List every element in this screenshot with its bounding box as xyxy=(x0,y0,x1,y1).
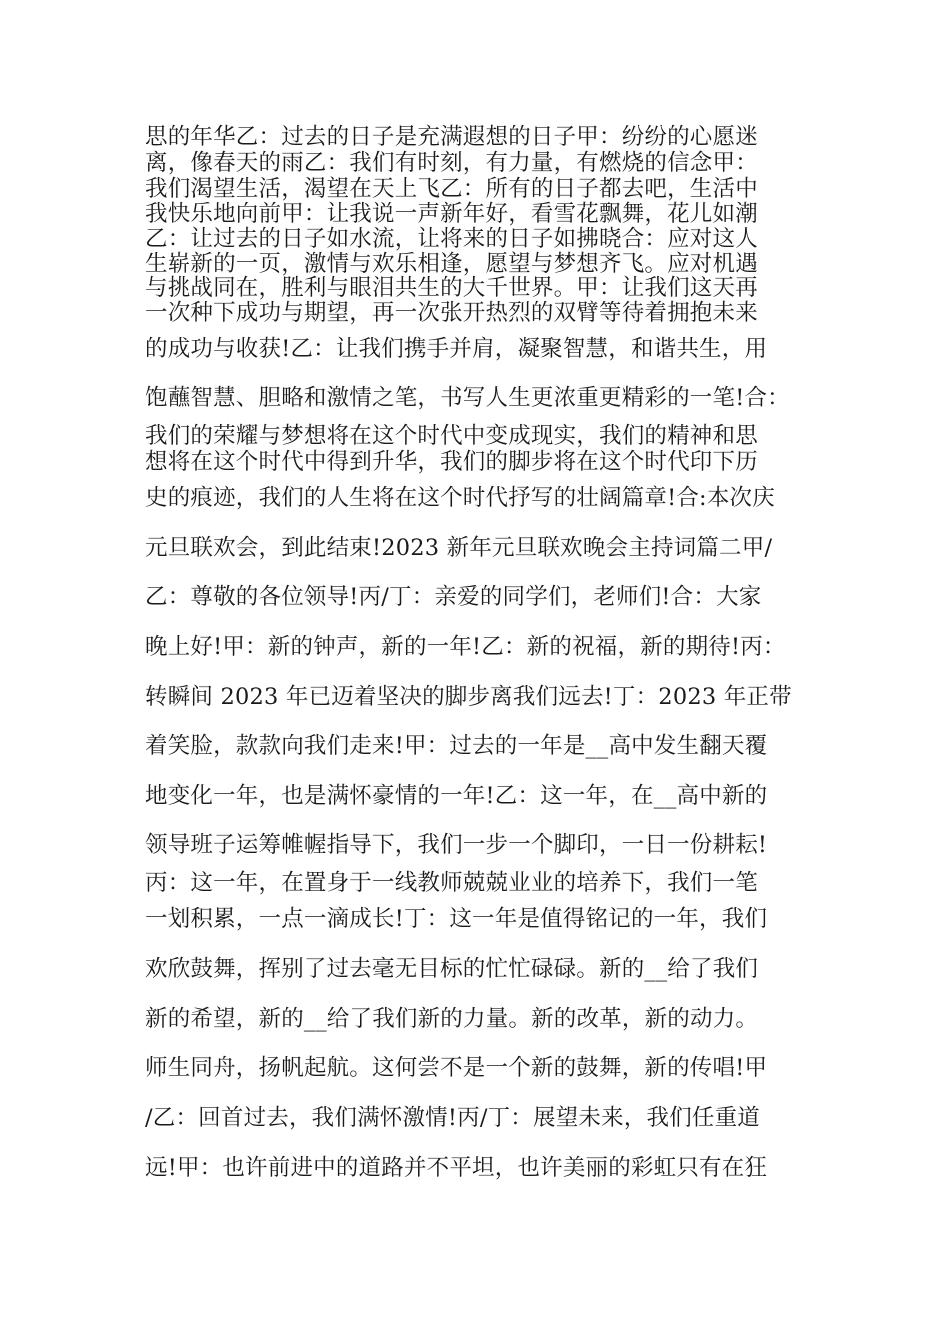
text-line: 生崭新的一页，激情与欢乐相逢，愿望与梦想齐飞。应对机遇 xyxy=(145,251,758,277)
text-line: 乙：尊敬的各位领导!丙/丁：亲爱的同学们，老师们!合：大家 xyxy=(145,584,762,610)
text-line: 欢欣鼓舞，挥别了过去毫无目标的忙忙碌碌。新的__给了我们 xyxy=(145,956,759,982)
text-line: 离，像春天的雨乙：我们有时刻，有力量，有燃烧的信念甲： xyxy=(145,150,758,176)
text-line: 丙：这一年，在置身于一线教师兢兢业业的培养下，我们一笔 xyxy=(145,870,758,896)
text-line: 领导班子运筹帷幄指导下，我们一步一个脚印，一日一份耕耘! xyxy=(145,832,768,858)
text-line: 乙：让过去的日子如水流，让将来的日子如拂晓合：应对这人 xyxy=(145,226,758,252)
text-line: 饱蘸智慧、胆略和激情之笔，书写人生更浓重更精彩的一笔!合： xyxy=(145,385,790,411)
text-line: 转瞬间 2023 年已迈着坚决的脚步离我们远去!丁：2023 年正带 xyxy=(145,684,792,710)
text-line: 想将在这个时代中得到升华，我们的脚步将在这个时代印下历 xyxy=(145,449,758,475)
text-line: /乙：回首过去，我们满怀激情!丙/丁：展望未来，我们任重道 xyxy=(145,1105,761,1131)
text-line: 的成功与收获!乙：让我们携手并肩，凝聚智慧，和谐共生，用 xyxy=(145,336,768,362)
text-line: 晚上好!甲：新的钟声，新的一年!乙：新的祝福，新的期待!丙： xyxy=(145,634,786,660)
text-line: 一划积累，一点一滴成长!丁：这一年是值得铭记的一年，我们 xyxy=(145,906,768,932)
text-line: 与挑战同在，胜利与眼泪共生的大千世界。甲：让我们这天再 xyxy=(145,275,758,301)
text-line: 着笑脸，款款向我们走来!甲：过去的一年是__高中发生翻天覆 xyxy=(145,733,768,759)
text-line: 史的痕迹，我们的人生将在这个时代抒写的壮阔篇章!合:本次庆 xyxy=(145,485,775,511)
text-line: 我快乐地向前甲：让我说一声新年好，看雪花飘舞，花儿如潮 xyxy=(145,201,758,227)
text-line: 远!甲：也许前进中的道路并不平坦，也许美丽的彩虹只有在狂 xyxy=(145,1155,768,1181)
text-line: 师生同舟，扬帆起航。这何尝不是一个新的鼓舞，新的传唱!甲 xyxy=(145,1055,768,1081)
text-line: 元旦联欢会，到此结束!2023 新年元旦联欢晚会主持词篇二甲/ xyxy=(145,535,773,561)
text-line: 新的希望，新的__给了我们新的力量。新的改革，新的动力。 xyxy=(145,1006,759,1032)
text-line: 我们渴望生活，渴望在天上飞乙：所有的日子都去吧，生活中 xyxy=(145,176,758,202)
text-line: 地变化一年，也是满怀豪情的一年!乙：这一年，在__高中新的 xyxy=(145,783,768,809)
text-line: 一次种下成功与期望，再一次张开热烈的双臂等待着拥抱未来 xyxy=(145,300,758,326)
text-line: 思的年华乙：过去的日子是充满遐想的日子甲：纷纷的心愿迷 xyxy=(145,124,758,150)
text-line: 我们的荣耀与梦想将在这个时代中变成现实，我们的精神和思 xyxy=(145,423,758,449)
